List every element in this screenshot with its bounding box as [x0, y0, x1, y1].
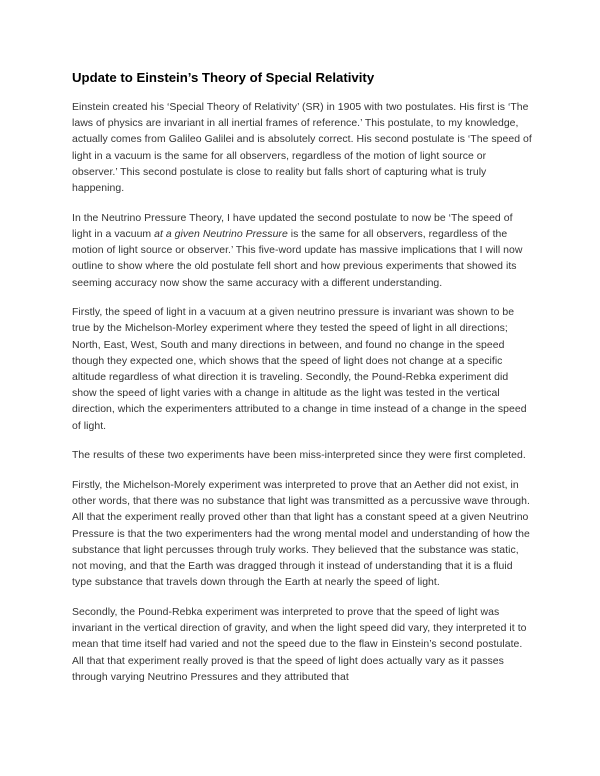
paragraph-3: Firstly, the speed of light in a vacuum at a given neutrino pressure is invariant was shown to be true by the Michelson-Morley experiment where they tested the speed of light in all directions; North, East, West, South and many directions in between, and found no change in the speed though they expected one, which shows that the speed of light does not change at a specific altitude regardless of what direction it is traveling. Secondly, the Pound-Rebka experiment did show the speed of light varies with a change in altitude as the light was tested in the vertical direction, which the experimenters attributed to a change in time instead of a change in the speed of light. [72, 307, 527, 432]
paragraph-6: Secondly, the Pound-Rebka experiment was interpreted to prove that the speed of light was invariant in the vertical direction of gravity, and when the light speed did vary, they interpreted it to mean that time itself had varied and not the speed due to the flaw in Einstein’s second postulate. All that that experiment really proved is that the speed of light does actually vary as it passes through varying Neutrino Pressures and they attributed that [72, 606, 527, 683]
paragraph-2-text-after: is the same for all observers, regardless of the motion of light source or observer.’ This five-word update has massive implications that I will now outline to show where the old postulate fell short and how previous experiments that showed its seeming accuracy now show the same accuracy with a different understanding. [72, 228, 523, 289]
document-title: Update to Einstein’s Theory of Special Relativity [72, 70, 375, 85]
paragraph-4: The results of these two experiments have been miss-interpreted since they were first completed. [72, 450, 526, 462]
paragraph-5: Firstly, the Michelson-Morely experiment was interpreted to prove that an Aether did not exist, in other words, that there was no substance that light was transmitted as a percussive wave through. All that the experiment really proved other than that light has a constant speed at a given Neutrino Pressure is that the two experimenters had the wrong mental model and understanding of how the substance that light percusses through truly works. They believed that the substance was static, not moving, and that the Earth was dragged through it instead of understanding that it is a fluid type substance that travels down through the Earth at nearly the speed of light. [72, 480, 530, 589]
paragraph-1: Einstein created his ‘Special Theory of Relativity’ (SR) in 1905 with two postulates. His first is ‘The laws of physics are invariant in all inertial frames of reference.’ This postulate, to my knowledge, actually comes from Galileo Galilei and is absolutely correct. His second postulate is ‘The speed of light in a vacuum is the same for all observers, regardless of the motion of light source or observer.’ This second postulate is close to reality but falls short of capturing what is truly happening. [72, 102, 532, 195]
document-body [72, 100, 532, 700]
paragraph-2-emphasis: at a given Neutrino Pressure [154, 228, 288, 240]
paragraph-2 [72, 211, 532, 292]
paragraph-2-text-before: In the Neutrino Pressure Theory, I have updated the second postulate to now be ‘The speed of light in a vacuum [72, 212, 513, 240]
